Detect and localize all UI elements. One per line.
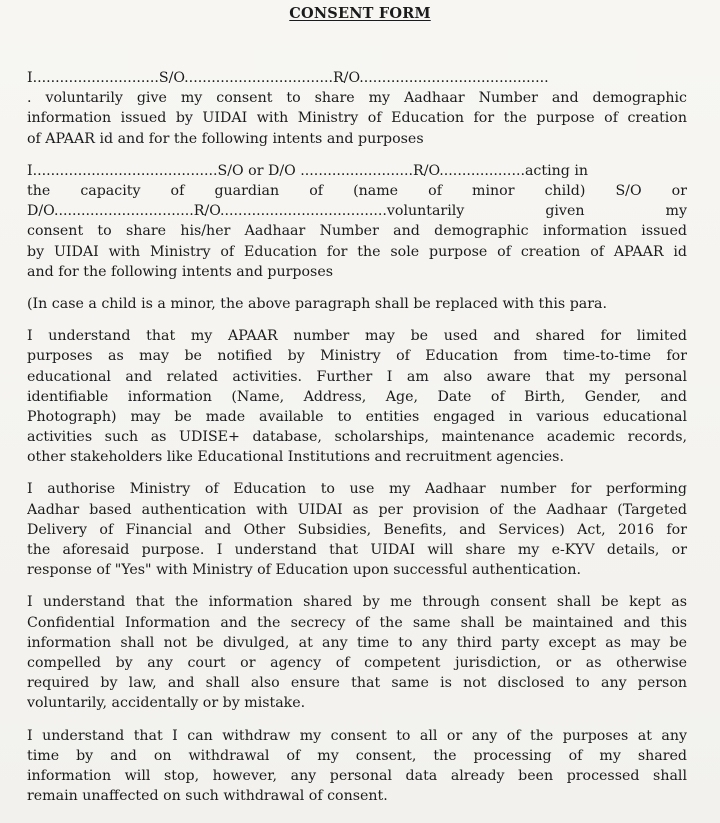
- text-line: remain unaffected on such withdrawal of consent.: [27, 788, 388, 805]
- text-line: I.........................................S/O or D/O .........................R/O...................acting in: [27, 162, 589, 179]
- document-body: [27, 68, 687, 820]
- text-line: I understand that the information shared by me through consent shall be kept as: [27, 594, 687, 611]
- text-line: of APAAR id and for the following intents and purposes: [27, 130, 424, 147]
- text-line: . voluntarily give my consent to share my Aadhaar Number and demographic: [27, 90, 687, 107]
- text-line: information shall not be divulged, at any time to any third party except as may be: [27, 634, 687, 651]
- text-line: the capacity of guardian of (name of minor child) S/O or: [27, 182, 687, 199]
- authentication-paragraph: [27, 479, 687, 580]
- text-line: information will stop, however, any personal data already been processed shall: [27, 767, 687, 784]
- text-line: information issued by UIDAI with Ministry of Education for the purpose of creation: [27, 110, 687, 127]
- text-line: Confidential Information and the secrecy of the same shall be maintained and this: [27, 614, 687, 631]
- text-line: I understand that my APAAR number may be used and shared for limited: [27, 328, 687, 345]
- text-line: Photograph) may be made available to entities engaged in various educational: [27, 408, 687, 425]
- text-line: (In case a child is a minor, the above paragraph shall be replaced with this para.: [27, 295, 608, 312]
- text-line: I............................S/O.................................R/O..........................................: [27, 70, 549, 86]
- text-line: I authorise Ministry of Education to use my Aadhaar number for performing: [27, 481, 687, 498]
- text-line: time by and on withdrawal of my consent, the processing of my shared: [27, 747, 687, 764]
- consent-paragraph-guardian: [27, 161, 687, 282]
- minor-note-paragraph: [27, 294, 687, 314]
- text-line: educational and related activities. Further I am also aware that my personal: [27, 368, 687, 385]
- text-line: and for the following intents and purposes: [27, 263, 334, 280]
- text-line: purposes as may be notified by Ministry of Education from time-to-time for: [27, 348, 687, 365]
- text-line: D/O...............................R/O.....................................voluntarily given my: [27, 203, 687, 220]
- document-title: CONSENT FORM: [289, 5, 431, 22]
- text-line: I understand that I can withdraw my consent to all or any of the purposes at any: [27, 727, 687, 744]
- text-line: compelled by any court or agency of competent jurisdiction, or as otherwise: [27, 654, 687, 671]
- text-line: identifiable information (Name, Address, Age, Date of Birth, Gender, and: [27, 388, 687, 405]
- text-line: Aadhar based authentication with UIDAI as per provision of the Aadhaar (Targeted: [27, 501, 687, 518]
- text-line: required by law, and shall also ensure that same is not disclosed to any person: [27, 675, 687, 692]
- confidentiality-paragraph: [27, 592, 687, 713]
- text-line: activities such as UDISE+ database, scholarships, maintenance academic records,: [27, 429, 687, 446]
- text-line: by UIDAI with Ministry of Education for the sole purpose of creation of APAAR id: [27, 243, 687, 260]
- text-line: Delivery of Financial and Other Subsidies, Benefits, and Services) Act, 2016 for: [27, 521, 687, 538]
- text-line: voluntarily, accidentally or by mistake.: [27, 695, 306, 712]
- text-line: consent to share his/her Aadhaar Number and demographic information issued: [27, 223, 687, 240]
- consent-paragraph-self: [27, 68, 687, 149]
- withdrawal-paragraph: [27, 726, 687, 807]
- apaar-usage-paragraph: [27, 326, 687, 467]
- text-line: response of "Yes" with Ministry of Education upon successful authentication.: [27, 562, 581, 579]
- text-line: the aforesaid purpose. I understand that UIDAI will share my e-KYV details, or: [27, 542, 687, 559]
- text-line: other stakeholders like Educational Institutions and recruitment agencies.: [27, 449, 564, 466]
